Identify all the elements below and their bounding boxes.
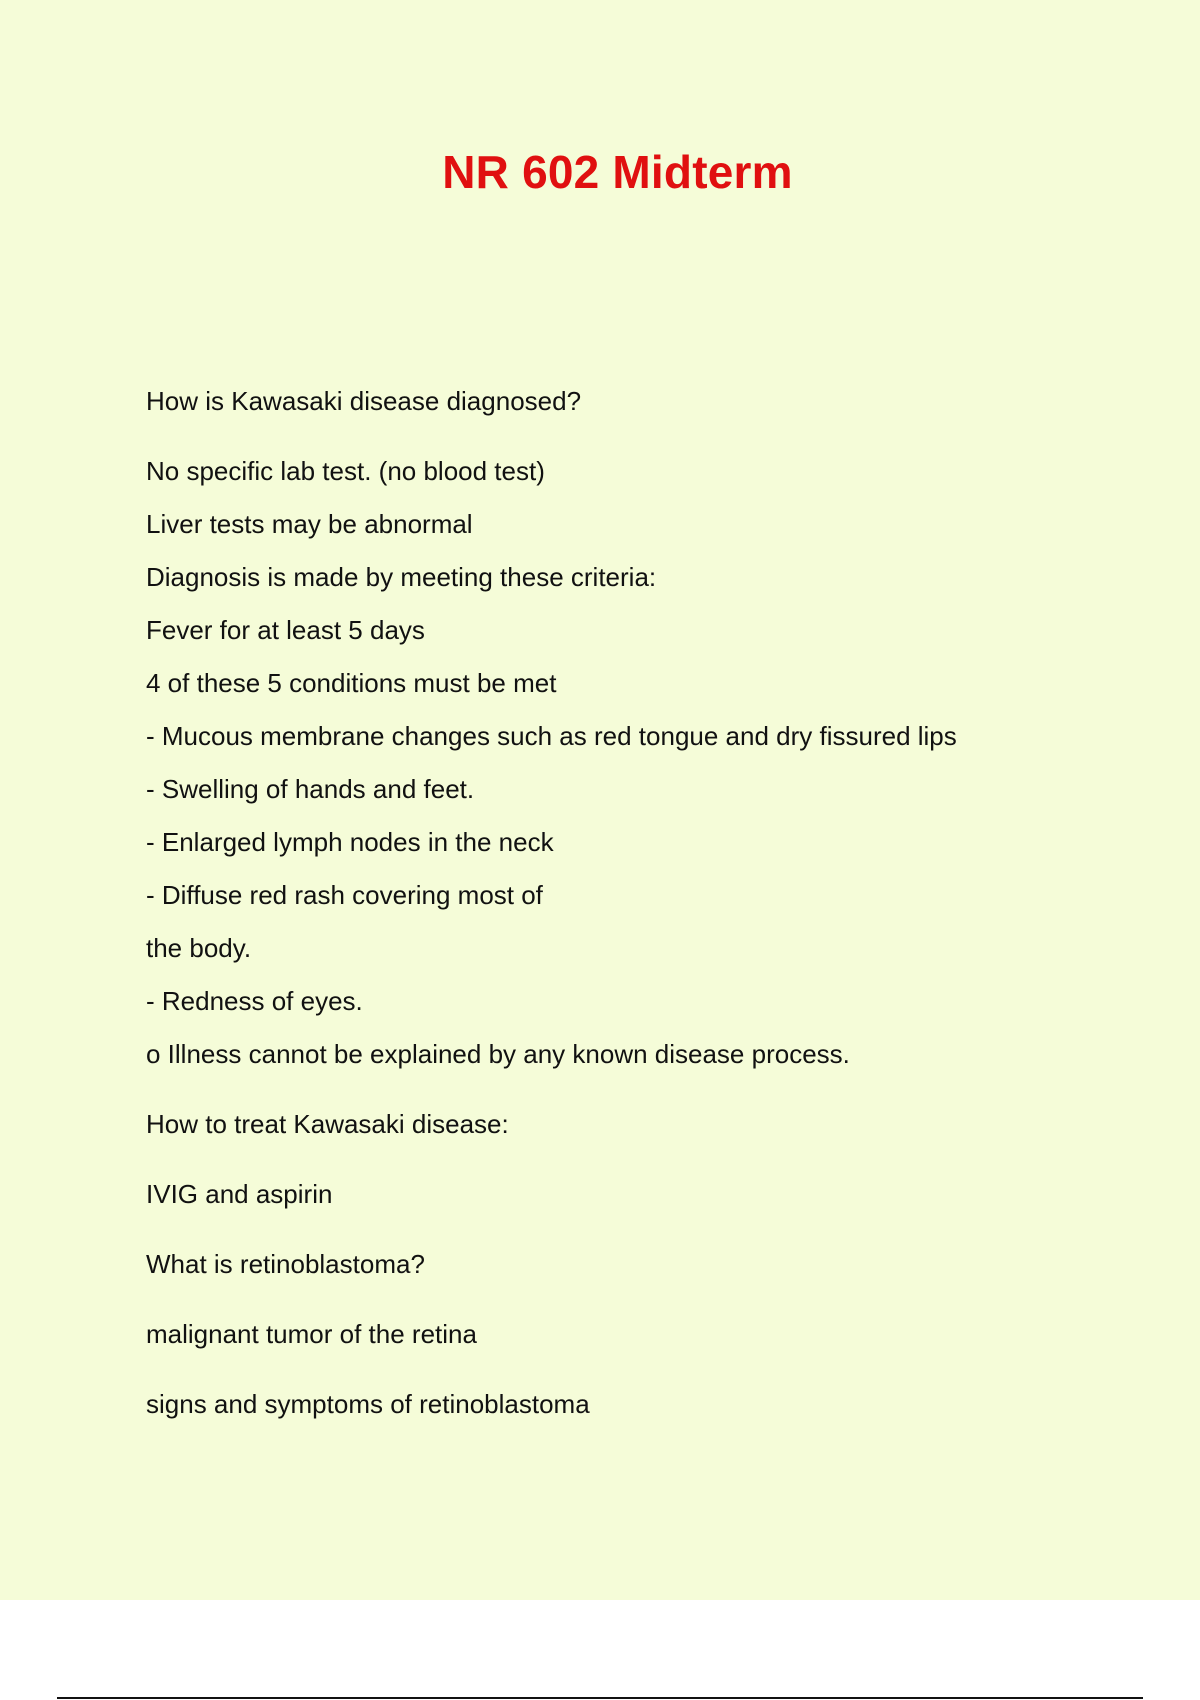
text-line: Liver tests may be abnormal (146, 509, 473, 539)
answer-line: IVIG and aspirin (146, 1179, 333, 1209)
text-line: Fever for at least 5 days (146, 615, 425, 645)
text-line: the body. (146, 933, 252, 963)
text-line: o Illness cannot be explained by any known disease process. (146, 1039, 850, 1069)
question-kawasaki-treatment: How to treat Kawasaki disease: (146, 1109, 509, 1139)
criteria-item: - Mucous membrane changes such as red tongue and dry fissured lips (146, 721, 957, 751)
criteria-item: - Redness of eyes. (146, 986, 363, 1016)
text-line: 4 of these 5 conditions must be met (146, 668, 557, 698)
text-line: Diagnosis is made by meeting these criteria: (146, 562, 657, 592)
answer-line: malignant tumor of the retina (146, 1319, 477, 1349)
document-title: NR 602 Midterm (442, 146, 793, 198)
criteria-item: - Diffuse red rash covering most of (146, 880, 543, 910)
footer-divider (57, 1697, 1143, 1699)
question-retinoblastoma-symptoms: signs and symptoms of retinoblastoma (146, 1389, 590, 1419)
criteria-item: - Enlarged lymph nodes in the neck (146, 827, 554, 857)
question-kawasaki-diagnosis: How is Kawasaki disease diagnosed? (146, 386, 582, 416)
criteria-item: - Swelling of hands and feet. (146, 774, 475, 804)
text-line: No specific lab test. (no blood test) (146, 456, 545, 486)
question-retinoblastoma: What is retinoblastoma? (146, 1249, 425, 1279)
